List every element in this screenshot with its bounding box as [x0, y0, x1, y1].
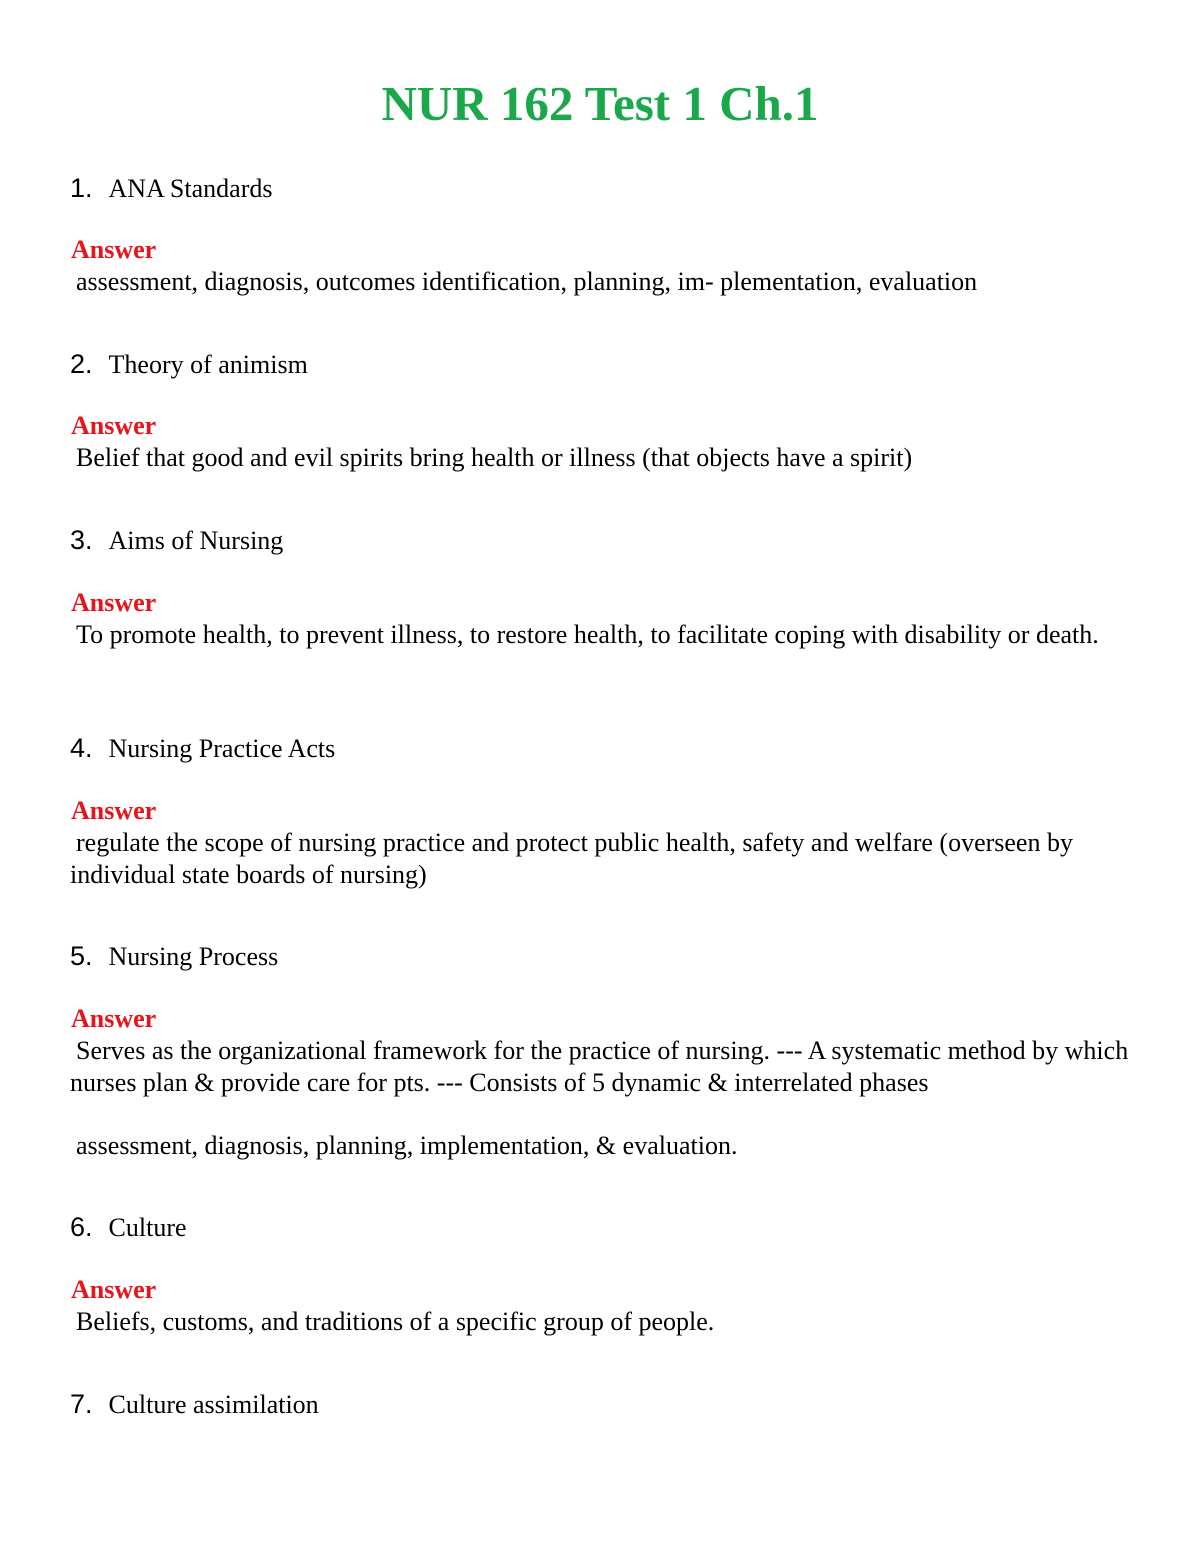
question-text: ANA Standards: [108, 174, 273, 203]
question-number: 3.: [70, 525, 93, 555]
question-number: 1.: [70, 173, 93, 203]
answer-label: Answer: [71, 796, 157, 825]
question-text: Nursing Practice Acts: [108, 734, 336, 763]
question-number: 6.: [70, 1212, 93, 1242]
question-text: Culture assimilation: [108, 1390, 319, 1419]
question-text: Aims of Nursing: [108, 526, 284, 555]
page-title: NUR 162 Test 1 Ch.1: [381, 76, 819, 131]
question-text: Theory of animism: [108, 350, 308, 379]
question-7: [70, 1386, 319, 1422]
question-5: [70, 938, 278, 974]
answer-text: Serves as the organizational framework for the practice of nursing. --- A systematic method by which nurses plan & provide care for pts. --- Consists of 5 dynamic & interrelated phases: [70, 1036, 1129, 1097]
question-6: [70, 1209, 187, 1245]
answer-label: Answer: [71, 1275, 157, 1304]
answer-text: To promote health, to prevent illness, to restore health, to facilitate coping with disability or death.: [76, 620, 1099, 649]
question-text: Nursing Process: [108, 942, 279, 971]
answer-label: Answer: [71, 588, 157, 617]
question-number: 4.: [70, 733, 93, 763]
question-text: Culture: [108, 1213, 187, 1242]
question-number: 5.: [70, 941, 93, 971]
answer-label: Answer: [71, 411, 157, 440]
question-2: [70, 346, 308, 382]
answer-text: Beliefs, customs, and traditions of a specific group of people.: [76, 1307, 715, 1336]
answer-label: Answer: [71, 1004, 157, 1033]
answer-text-continued: assessment, diagnosis, planning, implementation, & evaluation.: [76, 1131, 738, 1160]
answer-text: Belief that good and evil spirits bring health or illness (that objects have a spirit): [76, 443, 913, 472]
answer-text: assessment, diagnosis, outcomes identification, planning, im- plementation, evaluation: [76, 267, 978, 296]
question-4: [70, 730, 335, 766]
question-number: 2.: [70, 349, 93, 379]
answer-label: Answer: [71, 235, 157, 264]
question-1: [70, 170, 272, 206]
answer-text: regulate the scope of nursing practice and protect public health, safety and welfare (overseen by individual state boards of nursing): [70, 828, 1073, 889]
question-number: 7.: [70, 1389, 93, 1419]
question-3: [70, 522, 283, 558]
